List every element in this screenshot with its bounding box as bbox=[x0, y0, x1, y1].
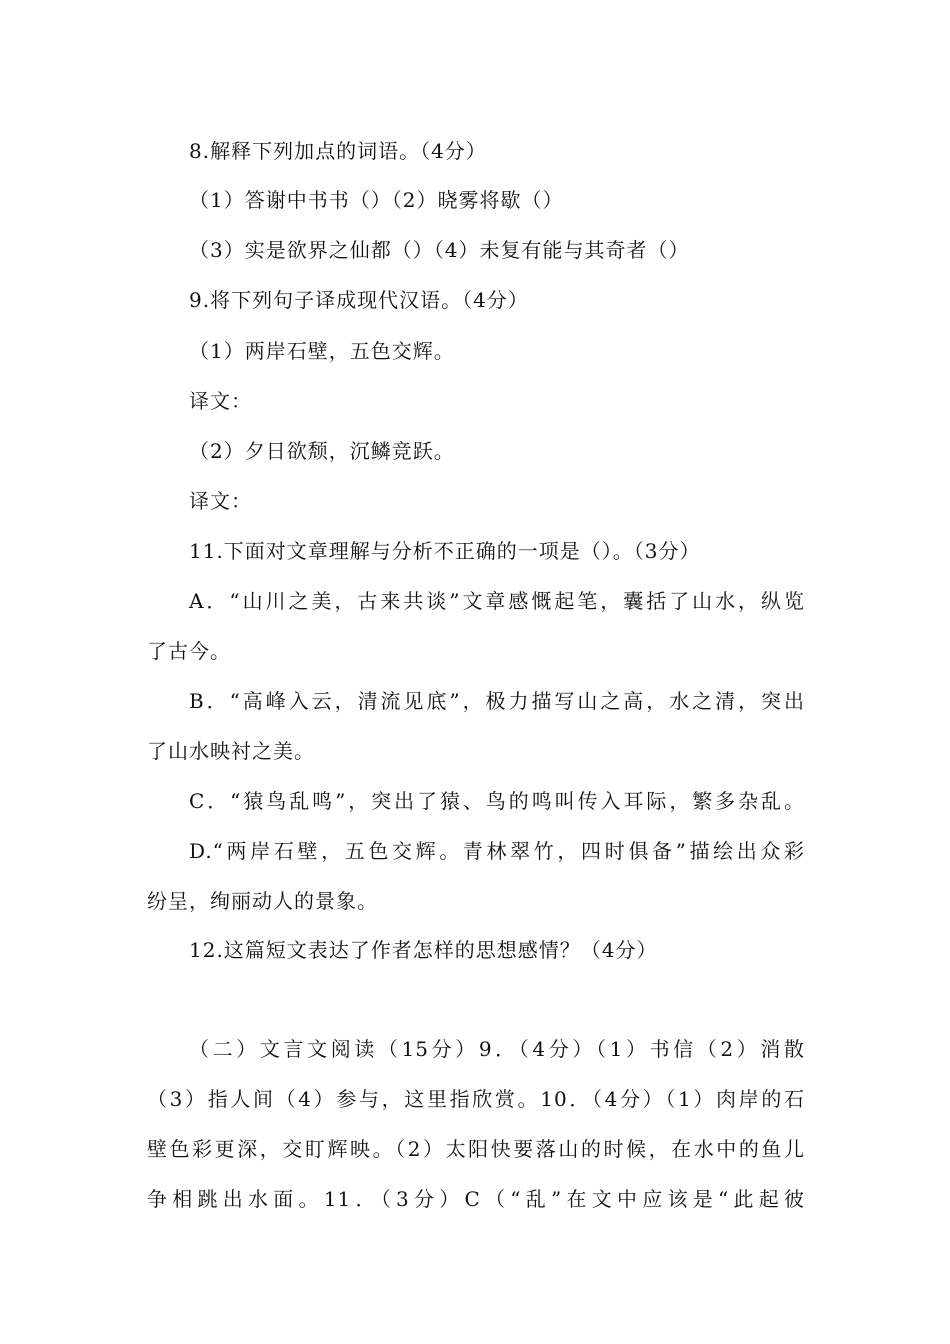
translation-label-2: 译文： bbox=[189, 489, 252, 513]
question-8-items-3-4: （3）实是欲界之仙都（）（4）未复有能与其奇者（） bbox=[189, 238, 690, 262]
question-9-sentence-2: （2）夕日欲颓，沉鳞竞跃。 bbox=[189, 439, 455, 463]
question-8-heading: 8.解释下列加点的词语。（4分） bbox=[189, 139, 487, 163]
option-c: C．“猿鸟乱鸣”，突出了猿、鸟的鸣叫传入耳际，繁多杂乱。 bbox=[189, 789, 805, 813]
answer-line-3: 壁色彩更深，交盯辉映。（2）太阳快要落山的时候，在水中的鱼儿 bbox=[147, 1137, 805, 1161]
option-a-line-2: 了古今。 bbox=[147, 639, 231, 663]
question-11-heading: 11.下面对文章理解与分析不正确的一项是（）。（3分） bbox=[189, 539, 701, 563]
answer-line-1: （二）文言文阅读（15分）9．（4分）（1）书信（2）消散 bbox=[189, 1037, 805, 1061]
option-b-line-2: 了山水映衬之美。 bbox=[147, 739, 315, 763]
answer-line-4: 争相跳出水面。11．（3分）C（“乱”在文中应该是“此起彼 bbox=[147, 1187, 805, 1211]
question-12-heading: 12.这篇短文表达了作者怎样的思想感情？（4分） bbox=[189, 938, 658, 962]
translation-label-1: 译文： bbox=[189, 389, 252, 413]
question-8-items-1-2: （1）答谢中书书（）（2）晓雾将歇（） bbox=[189, 188, 564, 212]
question-9-heading: 9.将下列句子译成现代汉语。（4分） bbox=[189, 288, 529, 312]
option-d-line-2: 纷呈，绚丽动人的景象。 bbox=[147, 889, 378, 913]
option-d-line-1: D.“两岸石壁，五色交辉。青林翠竹，四时俱备”描绘出众彩 bbox=[189, 839, 805, 863]
option-a-line-1: A．“山川之美，古来共谈”文章感慨起笔，囊括了山水，纵览 bbox=[189, 589, 805, 613]
option-b-line-1: B．“高峰入云，清流见底”，极力描写山之高，水之清，突出 bbox=[189, 689, 805, 713]
question-9-sentence-1: （1）两岸石壁，五色交辉。 bbox=[189, 339, 455, 363]
answer-line-2: （3）指人间（4）参与，这里指欣赏。10．（4分）（1）肉岸的石 bbox=[147, 1087, 805, 1111]
